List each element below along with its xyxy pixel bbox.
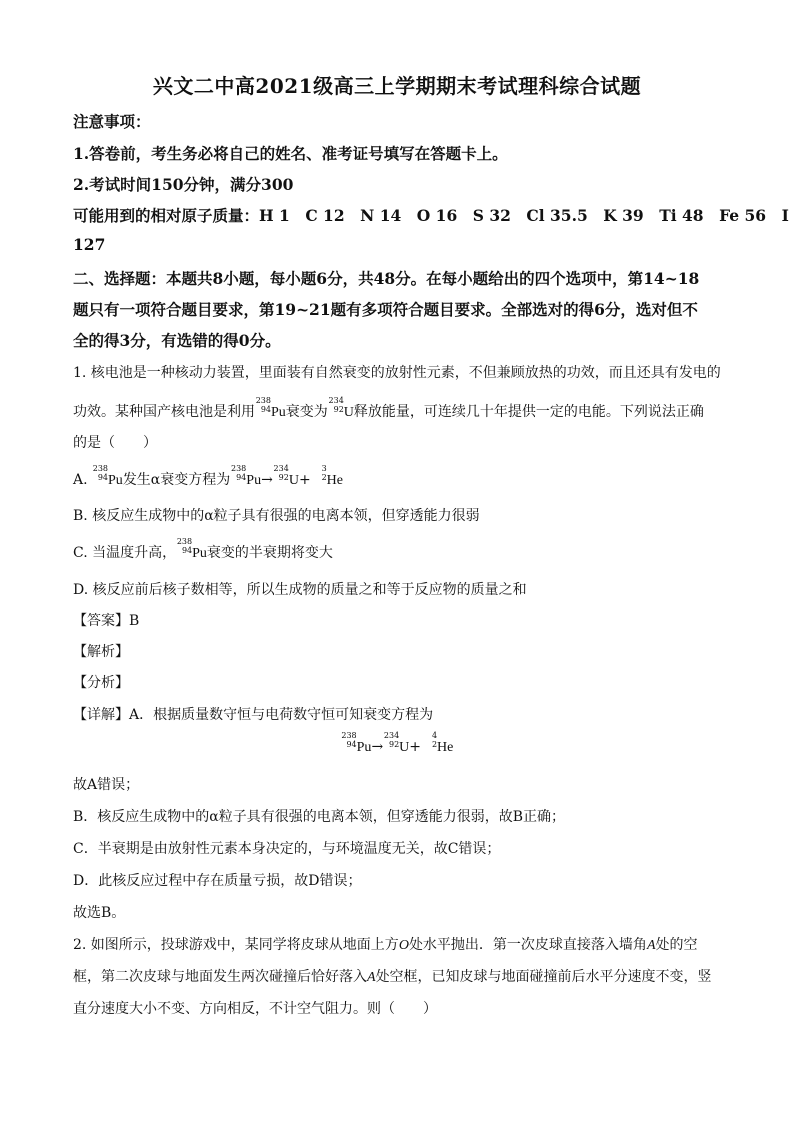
q1-option-d: D. 核反应前后核子数相等，所以生成物的质量之和等于反应物的质量之和: [73, 582, 527, 598]
q1-conclusion: 故选B。: [73, 905, 126, 921]
nuclide-pu238: 238 94 Pu: [255, 396, 286, 420]
section-instructions-line-1: 二、选择题：本题共8小题，每小题6分，共48分。在每小题给出的四个选项中，第14~18: [73, 269, 700, 288]
q1-b-right: B．核反应生成物中的α粒子具有很强的电离本领，但穿透能力很弱，故B正确；: [73, 809, 566, 825]
q1-detail-line: 【详解】A．根据质量数守恒与电荷数守恒可知衰变方程为: [73, 707, 434, 723]
notice-heading: 注意事项：: [73, 112, 151, 131]
q1-stem-text: 衰变为: [285, 404, 328, 420]
nuclide-he3: 3 2 He: [321, 464, 343, 488]
q1-stem-text: 功效。某种国产核电池是利用: [73, 404, 255, 420]
nuclide-u234: 234 92 U: [383, 731, 410, 755]
notice-item-1: 1.答卷前，考生务必将自己的姓名、准考证号填写在答题卡上。: [73, 144, 508, 163]
q1-analysis-heading: 【解析】: [73, 644, 129, 660]
point-a-label: A: [367, 970, 376, 985]
nuclide-u234: 234 92 U: [273, 464, 299, 488]
q1-stem-line-1: 1. 核电池是一种核动力装置，里面装有自然衰变的放射性元素，不但兼顾放热的功效，而且还具有发电的: [73, 365, 721, 381]
page-title: 兴文二中高2021级高三上学期期末考试理科综合试题: [152, 74, 642, 98]
q1-option-c: C. 当温度升高， 238 94 Pu衰变的半衰期将变大: [73, 537, 333, 561]
q1-option-a: A. 238 94 Pu发生α衰变方程为 238 94 Pu→ 234 92 U+ 3 2 He: [73, 464, 343, 488]
q1-option-b: B. 核反应生成物中的α粒子具有很强的电离本领，但穿透能力很弱: [73, 508, 480, 524]
point-a-label: A: [646, 938, 656, 953]
section-instructions-line-2: 题只有一项符合题目要求，第19~21题有多项符合题目要求。全部选对的得6分，选对但不: [73, 300, 698, 319]
nuclide-pu238: 238 94 Pu: [176, 537, 207, 561]
q1-stem-text: 释放能量，可连续几十年提供一定的电能。下列说法正确: [353, 404, 704, 420]
q2-stem-line-1: 2. 如图所示，投球游戏中，某同学将皮球从地面上方O处水平抛出．第一次皮球直接落入墙角A处的空: [73, 937, 698, 953]
q1-answer: 【答案】B: [73, 613, 140, 629]
nuclide-pu238: 238 94 Pu: [92, 464, 123, 488]
q1-a-wrong: 故A错误；: [73, 777, 140, 793]
nuclide-he4: 4 2 He: [431, 731, 454, 755]
q2-stem-line-3: 直分速度大小不变、方向相反，不计空气阻力。则（ ）: [73, 1001, 437, 1017]
point-o-label: O: [398, 938, 409, 953]
q2-stem-line-2: 框，第二次皮球与地面发生两次碰撞后恰好落入A处空框，已知皮球与地面碰撞前后水平分速度不变，竖: [73, 969, 712, 985]
q1-stem-line-3: 的是（ ）: [73, 435, 157, 451]
atomic-masses-line-1: 可能用到的相对原子质量：H 1 C 12 N 14 O 16 S 32 Cl 35.5 K 39 Ti 48 Fe 56 I: [73, 206, 789, 225]
nuclide-pu238: 238 94 Pu: [231, 464, 262, 488]
atomic-masses-line-2: 127: [73, 235, 106, 254]
q1-d-wrong: D．此核反应过程中存在质量亏损，故D错误；: [73, 873, 362, 889]
q1-decay-equation: 238 94 Pu→ 234 92 U+ 4 2 He: [341, 731, 454, 755]
q1-stem-line-2: [73, 396, 734, 421]
nuclide-pu238: 238 94 Pu: [341, 731, 372, 755]
q1-c-wrong: C．半衰期是由放射性元素本身决定的，与环境温度无关，故C错误；: [73, 841, 501, 857]
nuclide-u234: 234 92 U: [328, 396, 354, 420]
q1-fenxi-heading: 【分析】: [73, 675, 129, 691]
notice-item-2: 2.考试时间150分钟，满分300: [73, 175, 294, 194]
section-instructions-line-3: 全的得3分，有选错的得0分。: [73, 331, 281, 350]
